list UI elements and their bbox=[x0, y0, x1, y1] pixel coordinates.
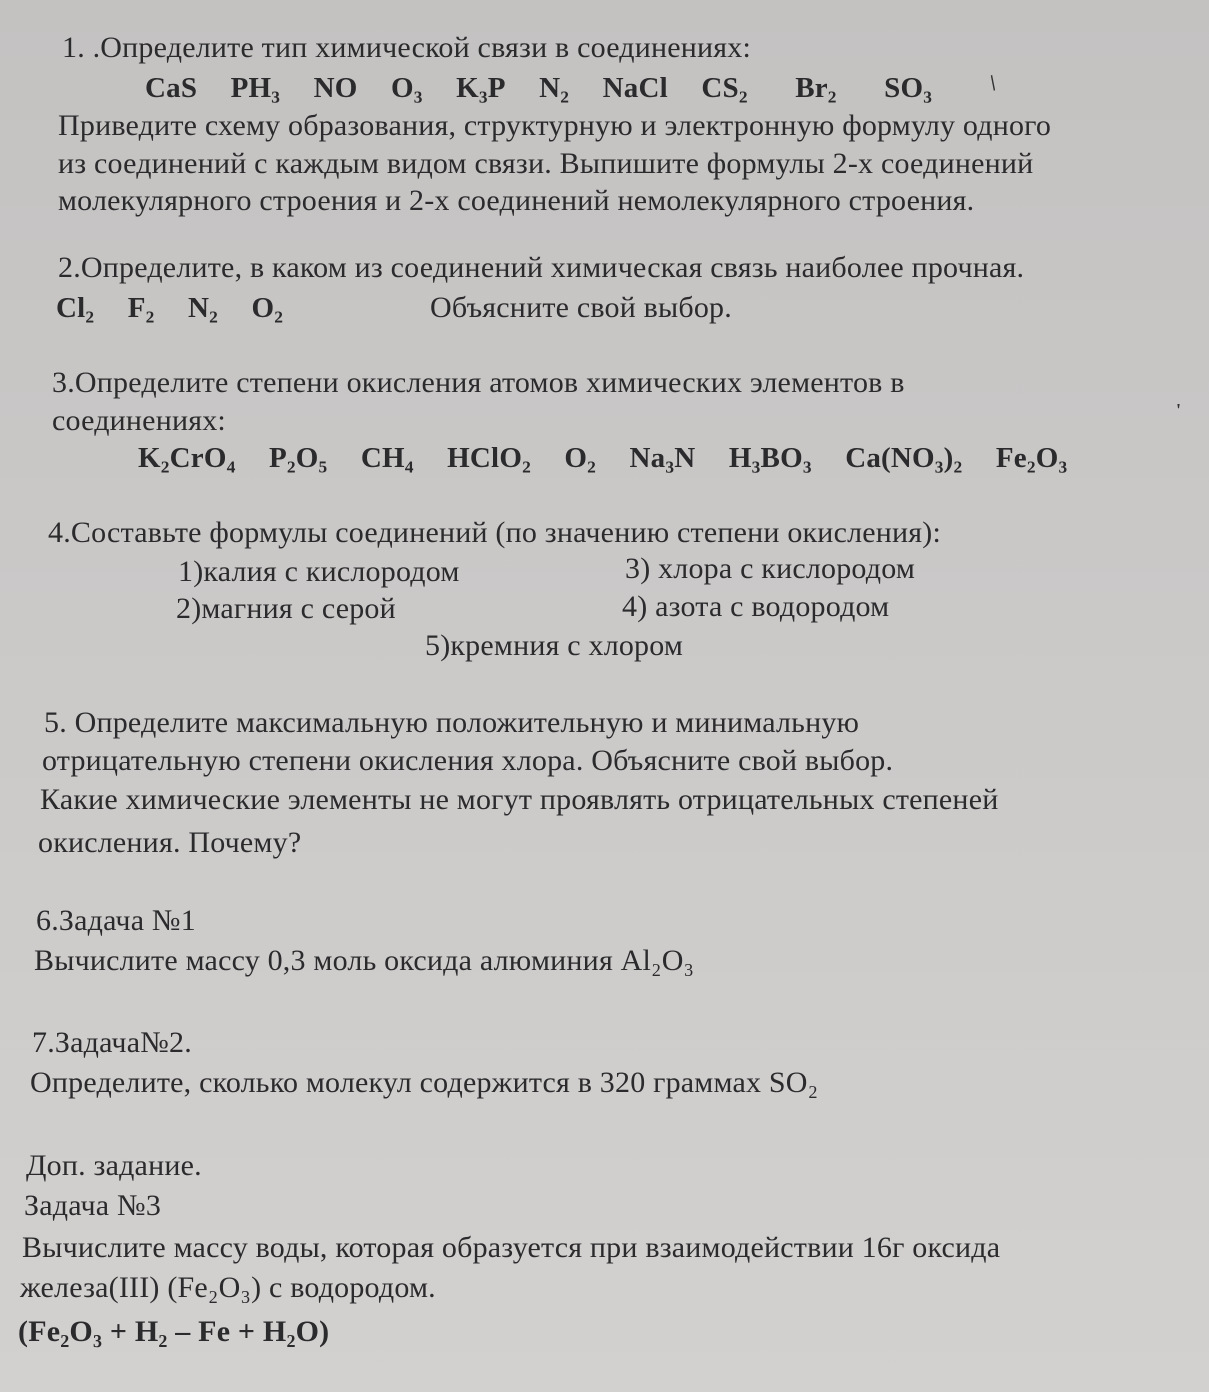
formula: Ca(NO₃)₂ bbox=[845, 442, 963, 474]
task7-title: 7.Задача№2. bbox=[32, 1026, 192, 1059]
extra-subtitle: Задача №3 bbox=[24, 1189, 162, 1222]
task4-item2: 2)магния с серой bbox=[176, 592, 396, 625]
formula: O₂ bbox=[251, 292, 284, 324]
formula: F₂ bbox=[127, 292, 155, 324]
formula: HClO₂ bbox=[447, 442, 531, 474]
formula: Fe₂O₃ bbox=[995, 442, 1068, 474]
formula: Na₃N bbox=[629, 442, 696, 474]
task1-line3: молекулярного строения и 2-х соединений немолекулярного строения. bbox=[58, 184, 975, 217]
formula: Br₂ bbox=[795, 72, 837, 104]
formula: O₂ bbox=[564, 442, 597, 474]
task1-line2: из соединений с каждым видом связи. Выпишите формулы 2-х соединений bbox=[58, 147, 1034, 180]
formula: NaCl bbox=[602, 72, 668, 104]
formula: H₃BO₃ bbox=[728, 442, 812, 474]
formula: K₂CrO₄ bbox=[138, 442, 236, 474]
task4-item1: 1)калия с кислородом bbox=[178, 555, 460, 588]
extra-equation: (Fe₂O₃ + H₂ – Fe + H₂O) bbox=[18, 1315, 330, 1348]
formula: O₃ bbox=[391, 72, 423, 104]
task5-line3: Какие химические элементы не могут проявлять отрицательных степеней bbox=[40, 783, 999, 816]
task3-formulas bbox=[138, 440, 1067, 476]
formula: CH₄ bbox=[360, 442, 414, 474]
task1-formulas bbox=[145, 70, 958, 106]
formula: PH₃ bbox=[230, 72, 281, 104]
task6-title: 6.Задача №1 bbox=[36, 904, 196, 937]
formula: P₂O₅ bbox=[268, 442, 328, 474]
formula: Cl₂ bbox=[56, 292, 95, 324]
task1-line1: Приведите схему образования, структурную и электронную формулу одного bbox=[58, 109, 1052, 142]
task2-formulas bbox=[56, 290, 309, 326]
task4-item5: 5)кремния с хлором bbox=[425, 629, 684, 662]
formula: K₃P bbox=[456, 72, 506, 104]
task2-explain: Объясните свой выбор. bbox=[430, 291, 732, 324]
task4-item3: 3) хлора с кислородом bbox=[625, 552, 916, 585]
formula: CaS bbox=[145, 72, 198, 104]
formula: CS₂ bbox=[701, 72, 748, 104]
pen-mark: / bbox=[983, 70, 1002, 95]
task7-text: Определите, сколько молекул содержится в 320 граммах SO₂ bbox=[30, 1066, 819, 1099]
task4-item4: 4) азота с водородом bbox=[622, 590, 890, 623]
task5-line4: окисления. Почему? bbox=[38, 826, 302, 859]
pen-mark: ' bbox=[1176, 400, 1182, 420]
formula: N₂ bbox=[539, 72, 570, 104]
task2-title: 2.Определите, в каком из соединений химическая связь наиболее прочная. bbox=[58, 251, 1025, 284]
task1-title: 1. .Определите тип химической связи в соединениях: bbox=[62, 31, 752, 64]
task3-title2: соединениях: bbox=[52, 404, 226, 437]
extra-line1: Вычислите массу воды, которая образуется при взаимодействии 16г оксида bbox=[22, 1231, 1001, 1264]
formula: SO₃ bbox=[884, 72, 933, 104]
task5-line2: отрицательную степени окисления хлора. Объясните свой выбор. bbox=[42, 744, 894, 777]
task6-text: Вычислите массу 0,3 моль оксида алюминия Al₂O₃ bbox=[34, 944, 695, 977]
task5-line1: 5. Определите максимальную положительную и минимальную bbox=[44, 706, 860, 739]
task3-title: 3.Определите степени окисления атомов химических элементов в bbox=[52, 366, 905, 399]
task4-title: 4.Составьте формулы соединений (по значению степени окисления): bbox=[48, 516, 942, 549]
extra-title: Доп. задание. bbox=[26, 1149, 202, 1182]
extra-line2: железа(III) (Fe₂O₃) с водородом. bbox=[20, 1271, 436, 1304]
formula: N₂ bbox=[188, 292, 219, 324]
formula: NO bbox=[313, 72, 358, 104]
